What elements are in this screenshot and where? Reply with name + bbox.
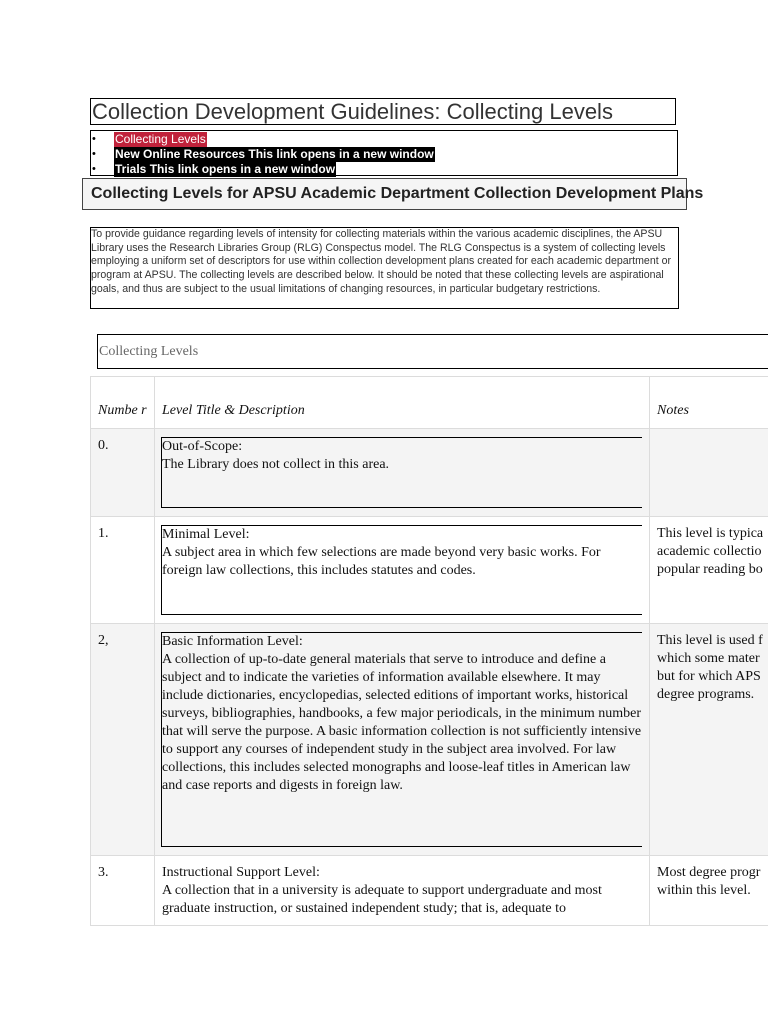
table-header-row xyxy=(91,377,768,429)
level-title-cell xyxy=(155,517,650,624)
level-title: Basic Information Level: xyxy=(162,634,303,649)
page-title: Collection Development Guidelines: Collecting Levels xyxy=(90,98,676,125)
guide-nav xyxy=(90,130,678,176)
new-window-notice: This link opens in a new window xyxy=(146,162,336,176)
level-title-cell xyxy=(155,429,650,517)
nav-link-new-online-resources[interactable] xyxy=(114,147,435,162)
table-row xyxy=(91,429,768,517)
nav-link-label: New Online Resources xyxy=(115,147,246,161)
level-description: A subject area in which few selections are made beyond very basic works. For foreign law collections, this includes statutes and codes. xyxy=(162,545,601,578)
level-description-box xyxy=(161,632,642,847)
level-notes: This level is used f which some mater but for which APS degree programs. xyxy=(650,624,768,856)
nav-link-collecting-levels[interactable] xyxy=(114,132,207,147)
nav-link-trials[interactable] xyxy=(114,162,336,177)
level-notes: Most degree progr within this level. xyxy=(650,856,768,926)
level-notes xyxy=(650,429,768,517)
header-title: Level Title & Description xyxy=(155,377,650,429)
level-number: 3. xyxy=(91,856,155,926)
nav-link-label: Trials xyxy=(115,162,147,176)
nav-item-new-online-resources[interactable] xyxy=(114,147,435,162)
level-number: 1. xyxy=(91,517,155,624)
header-notes: Notes xyxy=(650,377,768,429)
level-description: The Library does not collect in this area. xyxy=(162,457,390,472)
level-description-box xyxy=(161,525,642,615)
level-title: Instructional Support Level: xyxy=(162,865,320,880)
level-title: Out-of-Scope: xyxy=(162,439,243,454)
level-description: A collection of up-to-date general materials that serve to introduce and define a subject and to indicate the varieties of information available elsewhere. It may include dictionaries, encyclopedias, selected editions of important works, historical surveys, bibliographies, handbooks, a few major periodicals, in the minimum number that will serve the purpose. A basic information collection is not sufficiently intensive to support any courses of independent study in the subject area involved. For law collections, this includes selected monographs and loose-leaf titles in American law and case reports and digests in foreign law. xyxy=(162,652,642,793)
nav-item-collecting-levels[interactable] xyxy=(114,132,207,147)
new-window-notice: This link opens in a new window xyxy=(245,147,434,161)
nav-item-trials[interactable] xyxy=(114,162,336,177)
level-title-cell xyxy=(155,856,650,926)
nav-link-label: Collecting Levels xyxy=(115,132,206,146)
level-number: 2, xyxy=(91,624,155,856)
table-row xyxy=(91,517,768,624)
level-number: 0. xyxy=(91,429,155,517)
level-title-cell xyxy=(155,624,650,856)
table-row xyxy=(91,856,768,926)
level-title: Minimal Level: xyxy=(162,527,250,542)
table-row xyxy=(91,624,768,856)
level-description: A collection that in a university is adequate to support undergraduate and most graduate instruction, or sustained independent study; that is, adequate to xyxy=(162,883,602,916)
header-number: Numbe r xyxy=(91,377,155,429)
table-caption: Collecting Levels xyxy=(97,334,768,369)
level-notes: This level is typica academic collectio popular reading bo xyxy=(650,517,768,624)
level-description-box xyxy=(161,437,642,508)
collecting-levels-table xyxy=(90,376,768,926)
section-heading: Collecting Levels for APSU Academic Department Collection Development Plans xyxy=(82,178,687,210)
intro-paragraph: To provide guidance regarding levels of intensity for collecting materials within the various academic disciplines, the APSU Library uses the Research Libraries Group (RLG) Conspectus model. The RLG Conspectus is a system of collecting levels employing a uniform set of descriptors for use within collection development plans created for each academic department or program at APSU. The collecting levels are described below. It should be noted that these collecting levels are aspirational goals, and thus are subject to the usual limitations of changing resources, in particular budgetary restrictions. xyxy=(90,227,679,309)
